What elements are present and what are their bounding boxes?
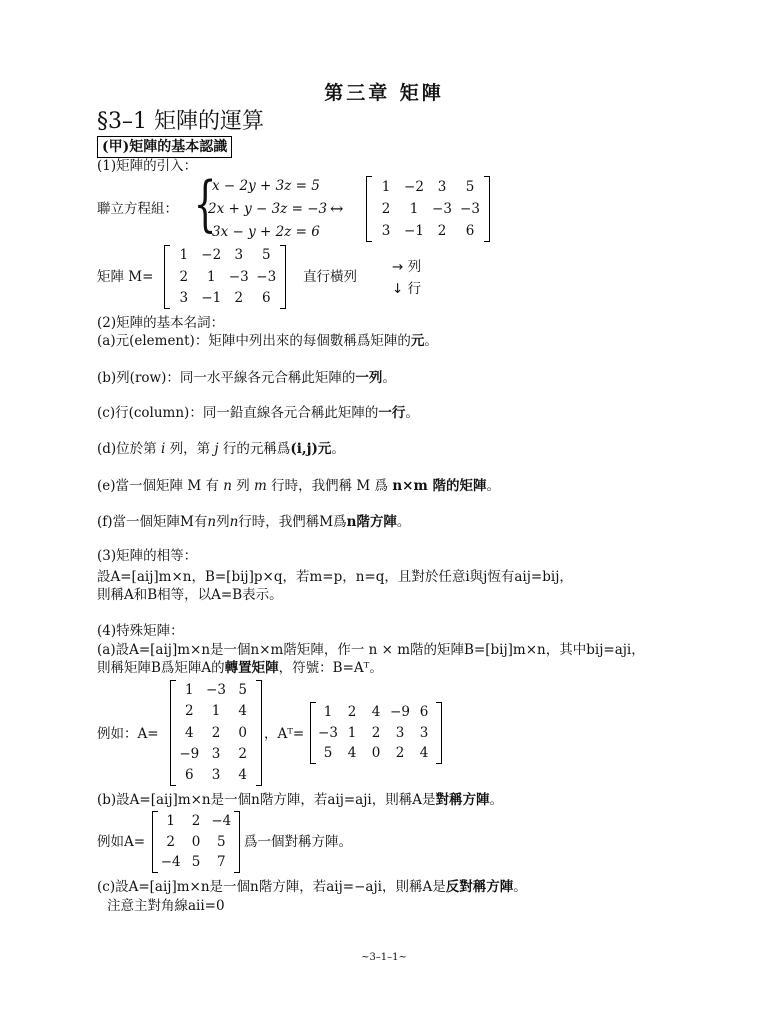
matrix-cell: −4 <box>160 854 181 871</box>
column-arrow: ↓ 行 <box>392 281 422 297</box>
matrix-cell: 3 <box>381 222 391 239</box>
matrix-cell: −2 <box>201 247 222 264</box>
matrix-cell: 4 <box>419 745 429 762</box>
matrix-cell: 5 <box>261 247 271 264</box>
antisymmetric-line: (c)設A=[aij]m×n是一個n階方陣，若aij=−aji，則稱A是反對稱方陣。 <box>97 879 527 895</box>
matrix-cell: 2 <box>347 703 357 720</box>
bracket-right <box>280 245 286 309</box>
matrix-cell: 2 <box>437 222 447 239</box>
matrix-cell: −3 <box>256 268 277 285</box>
symmetric-example-post: 爲一個對稱方陣。 <box>244 834 352 850</box>
p2-heading: (2)矩陣的基本名詞： <box>97 315 225 331</box>
matrix-cell: 4 <box>238 766 247 783</box>
matrix-cell: 4 <box>238 703 247 720</box>
matrix-cell: 1 <box>323 703 333 720</box>
matrix-cell: 3 <box>211 745 221 762</box>
bracket-right <box>234 811 240 873</box>
p4-heading: (4)特殊矩陣： <box>97 623 184 639</box>
subsection-heading: (甲)矩陣的基本認識 <box>97 136 232 158</box>
matrix-cell: 1 <box>409 200 419 217</box>
matrix-cell: 0 <box>191 833 201 850</box>
direction-label: 直行橫列 <box>303 269 357 285</box>
equality-line-2: 則稱A和B相等，以A=B表示。 <box>97 587 283 603</box>
matrix-cell: −3 <box>228 268 249 285</box>
equation-2: 2x + y − 3z = −3 <box>208 201 328 217</box>
matrix-cell: 0 <box>371 745 381 762</box>
matrix-cell: 2 <box>166 833 175 850</box>
matrix-cell: 0 <box>238 724 247 741</box>
matrix-symmetric <box>152 811 240 873</box>
brace: { <box>193 169 217 239</box>
row-arrow: → 列 <box>392 259 422 275</box>
definition-f: (f)當一個矩陣M有n列n行時，我們稱M爲n階方陣。 <box>97 514 411 530</box>
matrix-a <box>170 680 262 786</box>
p1-heading: (1)矩陣的引入： <box>97 158 198 174</box>
matrix-cell: −9 <box>390 703 410 720</box>
matrix-cell: −9 <box>179 745 200 762</box>
transpose-line-2: 則稱矩陣B爲矩陣A的轉置矩陣，符號：B=Aᵀ。 <box>97 660 383 676</box>
matrix-cell: −1 <box>201 289 222 306</box>
matrix-cell: 5 <box>217 833 226 850</box>
matrix-cell: 4 <box>347 745 357 762</box>
matrix-cell: 2 <box>179 268 189 285</box>
matrix-cell: −3 <box>432 200 452 217</box>
matrix-cell: 1 <box>211 703 221 720</box>
matrix-cell: 5 <box>323 745 333 762</box>
matrix-cell: 2 <box>395 745 405 762</box>
transpose-line-1: (a)設A=[aij]m×n是一個n×m階矩陣，作一 n × m階的矩陣B=[bij]m×n，其中bij=aji， <box>97 642 645 658</box>
matrix-cell: 2 <box>381 200 391 217</box>
matrix-cell: −3 <box>460 200 480 217</box>
matrix-cell: 2 <box>185 703 194 720</box>
matrix-cell: 3 <box>437 178 447 195</box>
definition-b: (b)列(row)：同一水平線各元合稱此矩陣的一列。 <box>97 370 396 386</box>
matrix-cell: 1 <box>381 178 391 195</box>
matrix-cell: 6 <box>465 222 475 239</box>
antisymmetric-note: 注意主對角線aii=0 <box>107 898 225 914</box>
matrix-cell: 2 <box>371 724 381 741</box>
matrix-cell: 2 <box>238 745 247 762</box>
matrix-cell: 5 <box>191 854 201 871</box>
matrix-cell: 6 <box>419 703 429 720</box>
matrix-cell: 1 <box>206 268 216 285</box>
matrix-cell: 1 <box>185 682 194 699</box>
symmetric-line: (b)設A=[aij]m×n是一個n階方陣，若aij=aji，則稱A是對稱方陣。 <box>97 792 503 808</box>
p3-heading: (3)矩陣的相等： <box>97 548 198 564</box>
matrix-m <box>164 245 286 309</box>
example-label: 例如：A= <box>97 726 159 742</box>
definition-c: (c)行(column)：同一鉛直線各元合稱此矩陣的一行。 <box>97 405 419 421</box>
matrix-cell: 1 <box>166 812 175 829</box>
matrix-cell: 2 <box>191 812 201 829</box>
matrix-cell: 3 <box>419 724 429 741</box>
matrix-cell: 3 <box>179 289 189 306</box>
matrix-cell: 5 <box>465 178 475 195</box>
bracket-right <box>256 680 262 786</box>
definition-a: (a)元(element)：矩陣中列出來的每個數稱爲矩陣的元。 <box>97 333 438 349</box>
definition-e: (e)當一個矩陣 M 有 n 列 m 行時，我們稱 M 爲 n×m 階的矩陣。 <box>97 478 500 494</box>
augmented-matrix <box>366 176 490 242</box>
section-title: §3–1 矩陣的運算 <box>97 109 264 134</box>
matrix-cell: 7 <box>217 854 226 871</box>
page-footer: ~3–1–1~ <box>361 952 407 963</box>
matrix-m-label: 矩陣 M= <box>97 269 154 285</box>
matrix-cell: 3 <box>211 766 221 783</box>
matrix-cell: −3 <box>206 682 226 699</box>
equality-line-1: 設A=[aij]m×n，B=[bij]p×q，若m=p，n=q，且對於任意i與j恆有aij=bij， <box>97 569 573 585</box>
matrix-cell: −4 <box>211 812 232 829</box>
matrix-cell: 4 <box>371 703 381 720</box>
matrix-cell: 3 <box>234 247 244 264</box>
matrix-cell: 2 <box>211 724 221 741</box>
matrix-cell: −3 <box>318 724 338 741</box>
bracket-right <box>436 702 442 764</box>
chapter-title: 第三章 矩陣 <box>324 82 444 104</box>
transpose-label: ，Aᵀ= <box>264 726 305 742</box>
matrix-cell: −1 <box>404 222 424 239</box>
matrix-cell: 4 <box>185 724 194 741</box>
matrix-cell: 1 <box>347 724 357 741</box>
system-label: 聯立方程組： <box>97 201 178 217</box>
matrix-cell: 2 <box>234 289 244 306</box>
matrix-cell: 1 <box>179 247 189 264</box>
matrix-cell: 6 <box>185 766 194 783</box>
symmetric-example-label: 例如A= <box>97 834 146 850</box>
equivalence-arrow: ↔ <box>330 199 344 218</box>
equation-3: 3x − y + 2z = 6 <box>212 224 320 240</box>
matrix-cell: 5 <box>238 682 247 699</box>
definition-d: (d)位於第 i 列，第 j 行的元稱爲(i,j)元。 <box>97 441 345 457</box>
matrix-cell: 6 <box>261 289 271 306</box>
equation-1: x − 2y + 3z = 5 <box>212 178 320 194</box>
bracket-right <box>484 176 490 242</box>
matrix-cell: 3 <box>395 724 405 741</box>
matrix-cell: −2 <box>404 178 424 195</box>
matrix-a-transpose <box>310 702 442 764</box>
